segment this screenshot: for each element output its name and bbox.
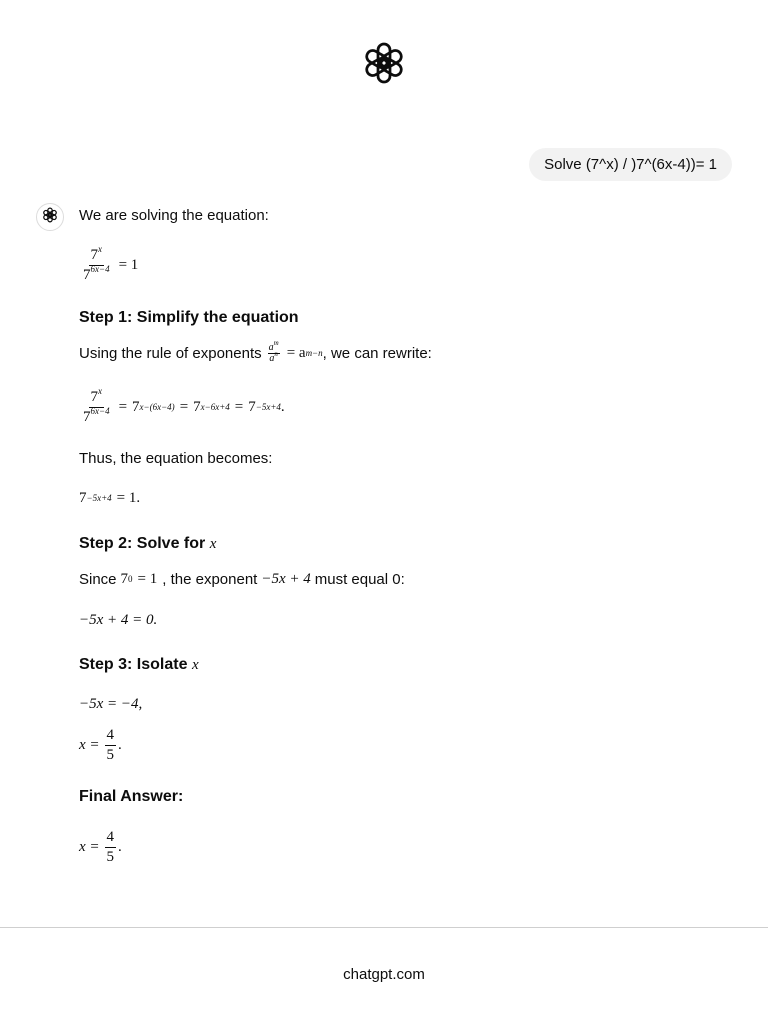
equation-isolate: −5x = −4, — [79, 696, 143, 712]
user-message-bubble — [529, 148, 732, 181]
rule-formula: $\frac{a^m}{a^n}$ = a $^{m-n}$ — [268, 338, 323, 364]
thus-text: Thus, the equation becomes: — [79, 450, 273, 467]
user-message-text: Solve (7^x) / )7^(6x-4))= 1 — [544, 156, 717, 173]
equation-linear: −5x + 4 = 0. — [79, 612, 158, 628]
final-answer-heading: Final Answer: — [79, 788, 184, 805]
rule-line — [79, 338, 432, 364]
equation-original — [79, 244, 143, 283]
step1-heading: Step 1: Simplify the equation — [79, 309, 299, 326]
footer-link[interactable]: chatgpt.com — [343, 966, 425, 983]
final-answer-equation: x = $\frac{4}{5}$ . — [79, 829, 122, 865]
equation-rhs: = 1 — [118, 257, 139, 273]
footer-divider — [0, 927, 768, 928]
since-line: Since 7 $^0$ = 1 , the exponent −5x + 4 must equal 0: — [79, 571, 405, 588]
equation-solution: x = $\frac{4}{5}$ . — [79, 727, 122, 763]
equation-becomes: 7 $^{-5x+4}$ = 1. — [79, 490, 141, 506]
openai-logo-icon — [356, 38, 412, 88]
equation-simplification: $\frac{7^x}{7^{6x-4}}$ = 7 $^{x-(6x-4)}$ = 7 $^{x-6x+4}$ = 7 $^{-5x+4}$ . — [83, 386, 285, 425]
step3-heading: Step 3: Isolate x — [79, 656, 199, 673]
fraction: $\frac{7^x}{7^{6x-4}}$ — [83, 244, 110, 283]
openai-avatar-icon — [41, 206, 59, 229]
intro-text: We are solving the equation: — [79, 207, 269, 224]
rule-text-pre: Using the rule of exponents — [79, 345, 262, 362]
step2-heading: Step 2: Solve for x — [79, 535, 217, 552]
rule-text-post: , we can rewrite: — [322, 345, 432, 362]
assistant-avatar — [36, 203, 64, 231]
